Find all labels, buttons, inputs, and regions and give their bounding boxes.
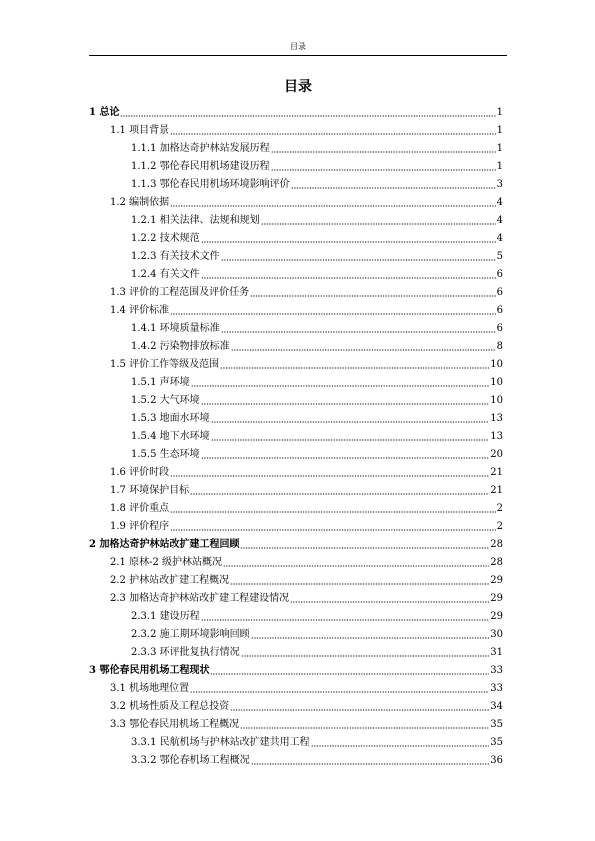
toc-dot-leader	[230, 702, 489, 712]
toc-entry-label: 1.5.3 地面水环境	[131, 413, 210, 424]
toc-entry-label: 1.4.2 污染物排放标准	[131, 341, 230, 352]
toc-entry[interactable]	[89, 464, 503, 482]
toc-entry-page-number: 28	[490, 539, 503, 550]
toc-entry[interactable]	[89, 356, 503, 374]
toc-dot-leader	[251, 630, 490, 640]
toc-entry-page-number: 1	[496, 107, 503, 118]
toc-entry-label: 1.2.2 技术规范	[131, 233, 200, 244]
toc-entry[interactable]	[89, 680, 503, 698]
toc-entry-page-number: 4	[496, 233, 503, 244]
toc-entry-page-number: 6	[496, 323, 503, 334]
toc-entry[interactable]	[89, 392, 503, 410]
toc-dot-leader	[211, 432, 490, 442]
toc-dot-leader	[170, 504, 496, 514]
toc-entry-label: 2.2 护林站改扩建工程概况	[110, 575, 230, 586]
toc-entry[interactable]	[89, 410, 503, 428]
toc-dot-leader	[170, 468, 489, 478]
toc-dot-leader	[231, 342, 496, 352]
toc-entry[interactable]	[89, 734, 503, 752]
toc-dot-leader	[221, 252, 496, 262]
toc-entry-label: 1.5.1 声环境	[131, 377, 190, 388]
toc-dot-leader	[201, 270, 496, 280]
toc-entry[interactable]	[89, 518, 503, 536]
toc-dot-leader	[271, 162, 496, 172]
toc-dot-leader	[223, 558, 489, 568]
toc-entry-page-number: 13	[490, 431, 503, 442]
toc-entry-label: 2 加格达奇护林站改扩建工程回顾	[89, 539, 240, 550]
toc-dot-leader	[170, 198, 496, 208]
toc-entry-label: 1.2.1 相关法律、法规和规划	[131, 215, 260, 226]
toc-entry-label: 1.5.4 地下水环境	[131, 431, 210, 442]
toc-entry-label: 1.1 项目背景	[110, 125, 170, 136]
toc-entry[interactable]	[89, 284, 503, 302]
toc-entry-page-number: 21	[490, 485, 503, 496]
toc-entry[interactable]	[89, 302, 503, 320]
toc-entry-label: 3.2 机场性质及工程总投资	[110, 701, 230, 712]
toc-entry-label: 3.3.2 鄂伦春机场工程概况	[131, 755, 250, 766]
toc-entry-label: 1.3 评价的工程范围及评价任务	[110, 287, 250, 298]
toc-entry[interactable]	[89, 644, 503, 662]
toc-entry-label: 1.4 评价标准	[110, 305, 170, 316]
toc-entry-page-number: 6	[496, 269, 503, 280]
toc-title: 目录	[284, 79, 312, 95]
toc-entry-page-number: 5	[496, 251, 503, 262]
toc-entry-page-number: 1	[496, 161, 503, 172]
toc-dot-leader	[261, 216, 496, 226]
toc-dot-leader	[191, 378, 490, 388]
toc-entry-page-number: 1	[496, 143, 503, 154]
toc-entry[interactable]	[89, 428, 503, 446]
toc-entry-label: 3.3 鄂伦春民用机场工程概况	[110, 719, 240, 730]
toc-entry-label: 3.3.1 民航机场与护林站改扩建共用工程	[131, 737, 310, 748]
toc-entry[interactable]	[89, 446, 503, 464]
toc-entry-page-number: 35	[490, 737, 503, 748]
toc-dot-leader	[170, 306, 496, 316]
toc-entry[interactable]	[89, 266, 503, 284]
toc-dot-leader	[210, 666, 489, 676]
running-header: 目录	[290, 42, 306, 51]
toc-entry-page-number: 4	[496, 197, 503, 208]
toc-entry-page-number: 20	[490, 449, 503, 460]
toc-entry[interactable]	[89, 752, 503, 770]
toc-entry-page-number: 33	[490, 665, 503, 676]
toc-entry-page-number: 6	[496, 287, 503, 298]
toc-entry-label: 1.5 评价工作等级及范围	[110, 359, 220, 370]
toc-dot-leader	[170, 522, 496, 532]
toc-entry-label: 1.7 环境保护目标	[110, 485, 190, 496]
toc-entry-page-number: 31	[490, 647, 503, 658]
toc-dot-leader	[290, 594, 489, 604]
toc-entry-label: 1.5.5 生态环境	[131, 449, 200, 460]
toc-entry[interactable]	[89, 662, 503, 680]
toc-entry-page-number: 10	[490, 395, 503, 406]
toc-entry[interactable]	[89, 320, 503, 338]
toc-entry-label: 3.1 机场地理位置	[110, 683, 190, 694]
toc-entry-label: 1 总论	[89, 107, 120, 118]
toc-entry[interactable]	[89, 482, 503, 500]
toc-entry-page-number: 2	[496, 521, 503, 532]
toc-list	[89, 104, 503, 770]
toc-dot-leader	[271, 144, 496, 154]
toc-dot-leader	[120, 108, 495, 118]
toc-entry-label: 1.4.1 环境质量标准	[131, 323, 220, 334]
toc-entry[interactable]	[89, 536, 503, 554]
toc-entry-page-number: 2	[496, 503, 503, 514]
toc-entry-page-number: 10	[490, 377, 503, 388]
toc-dot-leader	[170, 126, 496, 136]
toc-dot-leader	[241, 648, 490, 658]
toc-entry[interactable]	[89, 176, 503, 194]
toc-dot-leader	[240, 540, 489, 550]
toc-entry[interactable]	[89, 374, 503, 392]
toc-entry-page-number: 29	[490, 611, 503, 622]
toc-entry-label: 2.3 加格达奇护林站改扩建工程建设情况	[110, 593, 290, 604]
toc-entry[interactable]	[89, 194, 503, 212]
toc-entry[interactable]	[89, 230, 503, 248]
toc-entry-label: 1.2 编制依据	[110, 197, 170, 208]
toc-entry-label: 1.5.2 大气环境	[131, 395, 200, 406]
toc-entry-label: 3 鄂伦春民用机场工程现状	[89, 665, 210, 676]
toc-entry[interactable]	[89, 590, 503, 608]
toc-dot-leader	[251, 756, 490, 766]
toc-dot-leader	[240, 720, 489, 730]
toc-entry[interactable]	[89, 248, 503, 266]
toc-entry-label: 1.8 评价重点	[110, 503, 170, 514]
toc-entry-label: 1.1.1 加格达奇护林站发展历程	[131, 143, 270, 154]
toc-entry-label: 1.1.2 鄂伦春民用机场建设历程	[131, 161, 270, 172]
toc-entry[interactable]	[89, 626, 503, 644]
toc-entry-page-number: 29	[490, 593, 503, 604]
toc-entry[interactable]	[89, 122, 503, 140]
toc-entry-page-number: 8	[496, 341, 503, 352]
toc-entry-page-number: 13	[490, 413, 503, 424]
toc-entry-label: 2.3.3 环评批复执行情况	[131, 647, 240, 658]
toc-entry-page-number: 36	[490, 755, 503, 766]
toc-dot-leader	[190, 486, 489, 496]
toc-entry[interactable]	[89, 212, 503, 230]
toc-entry-label: 2.3.2 施工期环境影响回顾	[131, 629, 250, 640]
toc-entry-label: 1.1.3 鄂伦春民用机场环境影响评价	[131, 179, 290, 190]
toc-entry[interactable]	[89, 158, 503, 176]
toc-entry-page-number: 21	[490, 467, 503, 478]
toc-entry-page-number: 34	[490, 701, 503, 712]
toc-entry[interactable]	[89, 716, 503, 734]
toc-entry-page-number: 29	[490, 575, 503, 586]
toc-entry[interactable]	[89, 572, 503, 590]
toc-entry[interactable]	[89, 338, 503, 356]
toc-dot-leader	[201, 612, 490, 622]
toc-entry-page-number: 3	[496, 179, 503, 190]
toc-entry-page-number: 28	[490, 557, 503, 568]
toc-entry-page-number: 6	[496, 305, 503, 316]
toc-entry[interactable]	[89, 698, 503, 716]
toc-entry-label: 2.1 原林-2 级护林站概况	[110, 557, 223, 568]
toc-dot-leader	[250, 288, 496, 298]
toc-entry[interactable]	[89, 554, 503, 572]
toc-entry-label: 2.3.1 建设历程	[131, 611, 200, 622]
toc-entry[interactable]	[89, 500, 503, 518]
toc-entry-label: 1.2.4 有关文件	[131, 269, 200, 280]
toc-dot-leader	[201, 450, 490, 460]
toc-dot-leader	[201, 396, 490, 406]
toc-dot-leader	[201, 234, 496, 244]
toc-dot-leader	[230, 576, 489, 586]
toc-dot-leader	[221, 324, 496, 334]
toc-dot-leader	[220, 360, 489, 370]
toc-dot-leader	[311, 738, 490, 748]
toc-entry-page-number: 1	[496, 125, 503, 136]
toc-dot-leader	[190, 684, 489, 694]
toc-entry[interactable]	[89, 608, 503, 626]
toc-entry-page-number: 4	[496, 215, 503, 226]
toc-dot-leader	[291, 180, 496, 190]
toc-entry-page-number: 33	[490, 683, 503, 694]
toc-entry[interactable]	[89, 140, 503, 158]
toc-entry-page-number: 10	[490, 359, 503, 370]
toc-entry-label: 1.9 评价程序	[110, 521, 170, 532]
header-rule	[89, 55, 507, 56]
toc-entry-label: 1.2.3 有关技术文件	[131, 251, 220, 262]
toc-entry-label: 1.6 评价时段	[110, 467, 170, 478]
toc-entry-page-number: 30	[490, 629, 503, 640]
toc-entry[interactable]	[89, 104, 503, 122]
toc-entry-page-number: 35	[490, 719, 503, 730]
toc-dot-leader	[211, 414, 490, 424]
